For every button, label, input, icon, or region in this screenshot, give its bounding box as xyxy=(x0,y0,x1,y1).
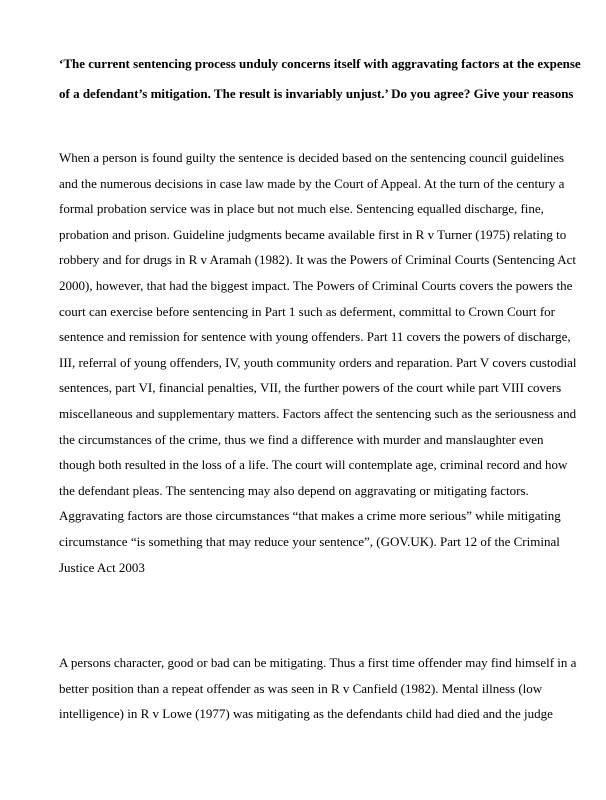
text-line: sentence and remission for sentence with young offenders. Part 11 covers the powers of discharge, xyxy=(59,329,571,345)
text-line: 2000), however, that had the biggest impact. The Powers of Criminal Courts covers the powers the xyxy=(59,277,573,293)
text-line: Aggravating factors are those circumstances “that makes a crime more serious” while mitigating xyxy=(59,508,561,524)
text-line: III, referral of young offenders, IV, youth community orders and reparation. Part V covers custodial xyxy=(59,354,577,370)
text-line: miscellaneous and supplementary matters. Factors affect the sentencing such as the seriousness and xyxy=(59,405,577,421)
body-paragraph-2 xyxy=(59,650,577,727)
body-paragraph-1 xyxy=(59,145,577,580)
text-line: better position than a repeat offender as was seen in R v Canfield (1982). Mental illness (low xyxy=(59,680,543,696)
text-line: Justice Act 2003 xyxy=(59,559,145,575)
text-line: sentences, part VI, financial penalties, VII, the further powers of the court while part VIII covers xyxy=(59,380,562,396)
text-line: formal probation service was in place but not much else. Sentencing equalled discharge, fine, xyxy=(59,201,544,217)
essay-question-title xyxy=(59,49,581,109)
text-line: circumstance “is something that may reduce your sentence”, (GOV.UK). Part 12 of the Criminal xyxy=(59,533,560,549)
text-line: probation and prison. Guideline judgments became available first in R v Turner (1975) relating to xyxy=(59,226,567,242)
title-line: ‘The current sentencing process unduly concerns itself with aggravating factors at the expense xyxy=(59,56,581,71)
text-line: the defendant pleas. The sentencing may also depend on aggravating or mitigating factors. xyxy=(59,482,529,498)
text-line: though both resulted in the loss of a life. The court will contemplate age, criminal record and how xyxy=(59,457,568,473)
text-line: court can exercise before sentencing in Part 1 such as deferment, committal to Crown Court for xyxy=(59,303,556,319)
text-line: the circumstances of the crime, thus we find a difference with murder and manslaughter even xyxy=(59,431,544,447)
title-line: of a defendant’s mitigation. The result is invariably unjust.’ Do you agree? Give your reasons xyxy=(59,86,574,101)
text-line: intelligence) in R v Lowe (1977) was mitigating as the defendants child had died and the judge xyxy=(59,706,553,722)
text-line: When a person is found guilty the sentence is decided based on the sentencing council guidelines xyxy=(59,150,565,165)
text-line: robbery and for drugs in R v Aramah (1982). It was the Powers of Criminal Courts (Sentencing Act xyxy=(59,252,577,268)
text-line: A persons character, good or bad can be mitigating. Thus a first time offender may find himself in a xyxy=(59,655,577,670)
text-line: and the numerous decisions in case law made by the Court of Appeal. At the turn of the century a xyxy=(59,175,565,191)
